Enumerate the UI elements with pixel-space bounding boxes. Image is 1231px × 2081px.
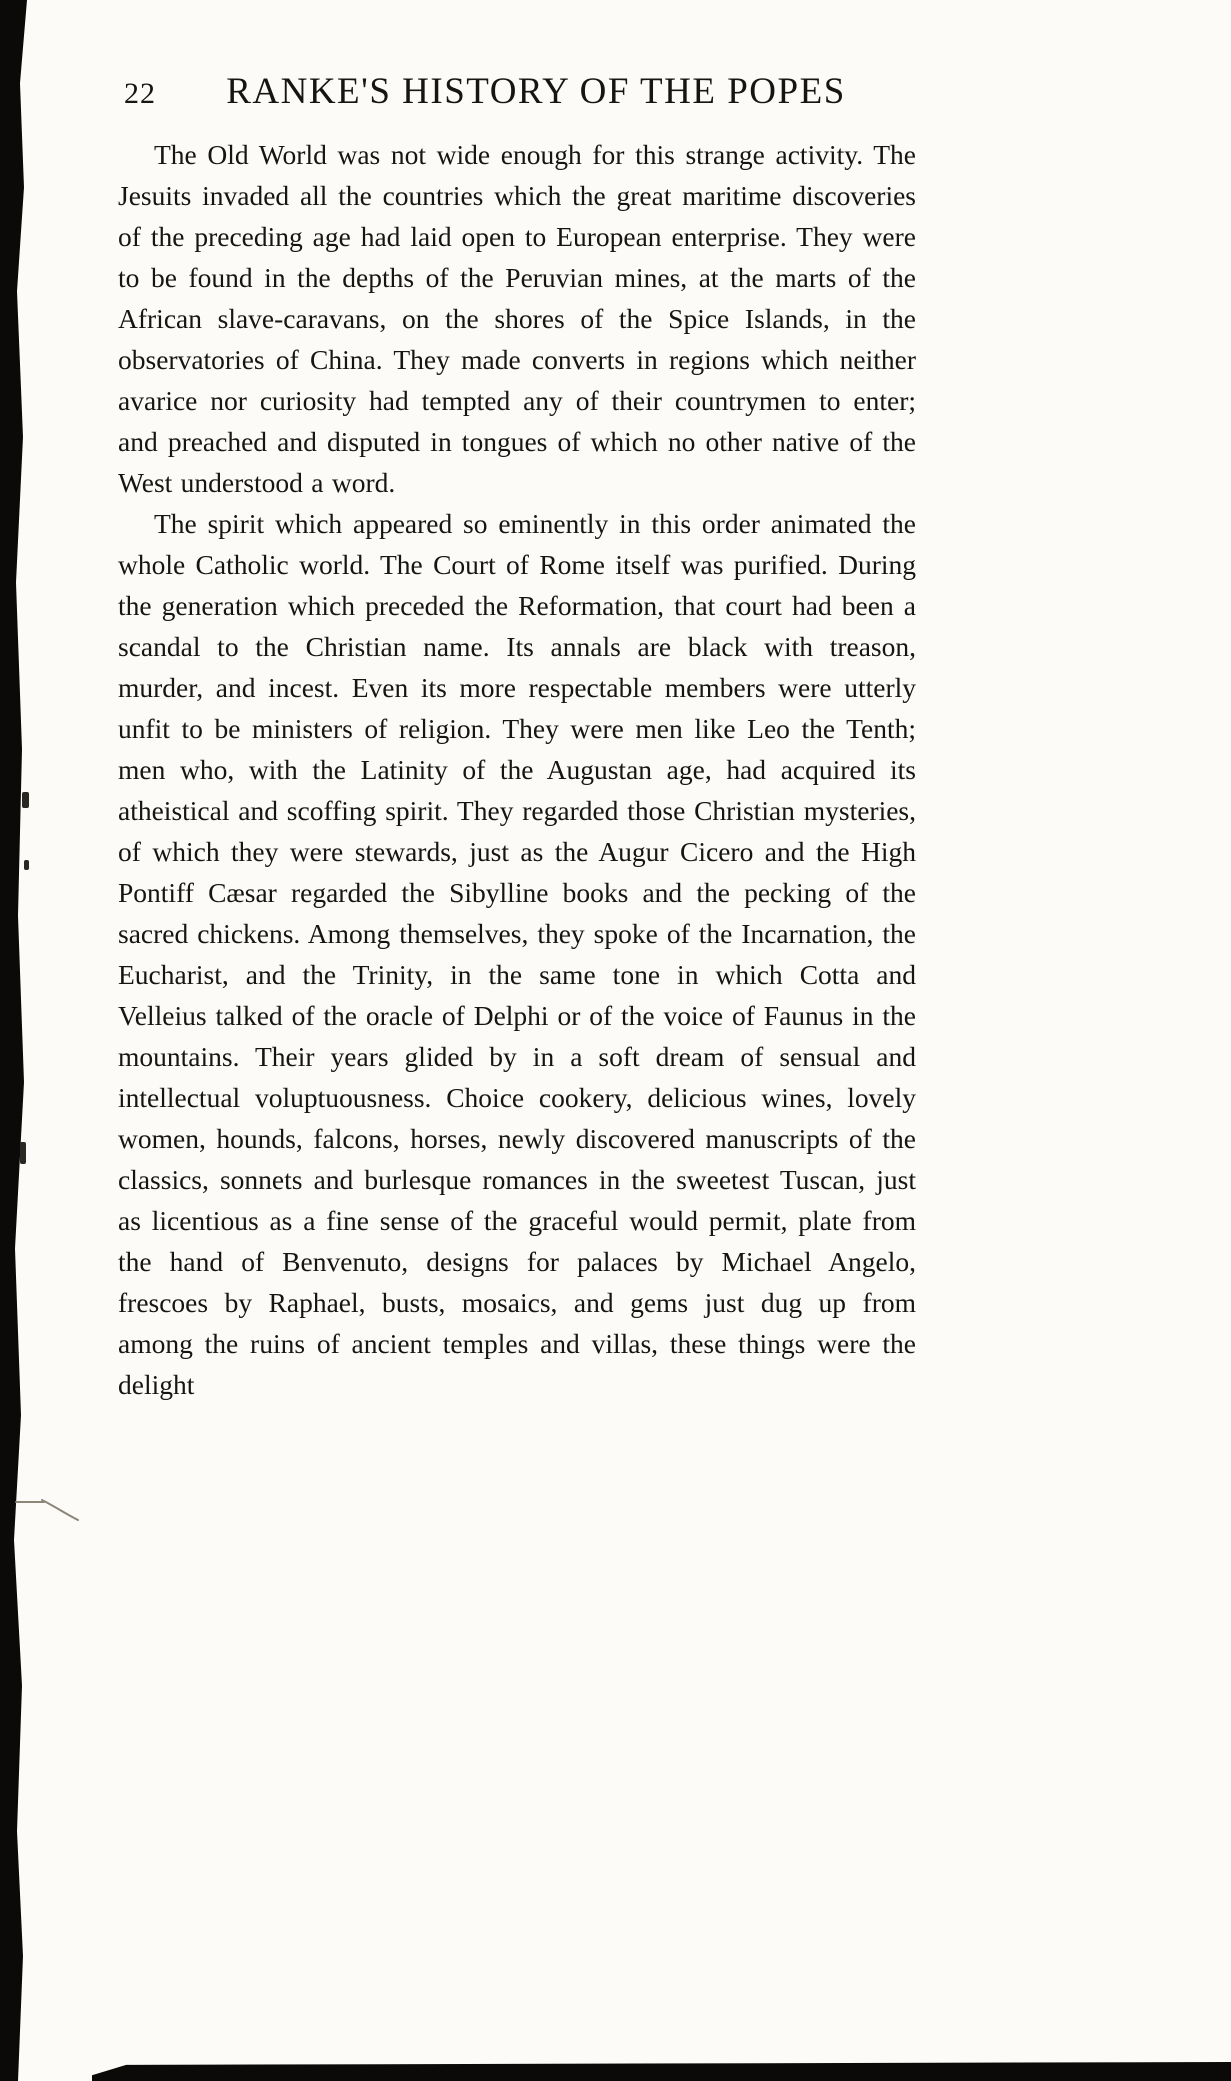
scan-bottom-edge	[92, 2062, 1231, 2081]
page-header	[118, 70, 916, 113]
running-title: RANKE'S HISTORY OF THE POPES	[226, 71, 846, 112]
scan-speck	[20, 1142, 26, 1164]
paragraph: The Old World was not wide enough for this strange activity. The Jesuits invaded all the countries which the great maritime discoveries of the preceding age had laid open to European enterprise. They were to be found in the depths of the Peruvian mines, at the marts of the African slave-caravans, on the shores of the Spice Islands, in the observatories of China. They made converts in regions which neither avarice nor curiosity had tempted any of their countrymen to enter; and preached and disputed in tongues of which no other native of the West understood a word.	[118, 139, 916, 498]
scan-speck	[22, 792, 29, 808]
page-number: 22	[124, 77, 156, 110]
pencil-mark	[14, 1492, 94, 1522]
paragraph: The spirit which appeared so eminently in this order animated the whole Catholic world. The Court of Rome itself was purified. During the generation which preceded the Reformation, that court had been a scandal to the Christian name. Its annals are black with treason, murder, and incest. Even its more respectable members were utterly unfit to be ministers of religion. They were men like Leo the Tenth; men who, with the Latinity of the Augustan age, had acquired its atheistical and scoffing spirit. They regarded those Christian mysteries, of which they were stewards, just as the Augur Cicero and the High Pontiff Cæsar regarded the Sibylline books and the pecking of the sacred chickens. Among themselves, they spoke of the Incarnation, the Eucharist, and the Trinity, in the same tone in which Cotta and Velleius talked of the oracle of Delphi or of the voice of Faunus in the mountains. Their years glided by in a soft dream of sensual and intellectual voluptuousness. Choice cookery, delicious wines, lovely women, hounds, falcons, horses, newly discovered manuscripts of the classics, sonnets and burlesque romances in the sweetest Tuscan, just as licentious as a fine sense of the graceful would permit, plate from the hand of Benvenuto, designs for palaces by Michael Angelo, frescoes by Raphael, busts, mosaics, and gems just dug up from among the ruins of ancient temples and villas, these things were the delight	[118, 508, 916, 1400]
scan-speck	[24, 860, 29, 870]
scan-binding-edge	[0, 0, 30, 2081]
page-text	[118, 134, 916, 1405]
